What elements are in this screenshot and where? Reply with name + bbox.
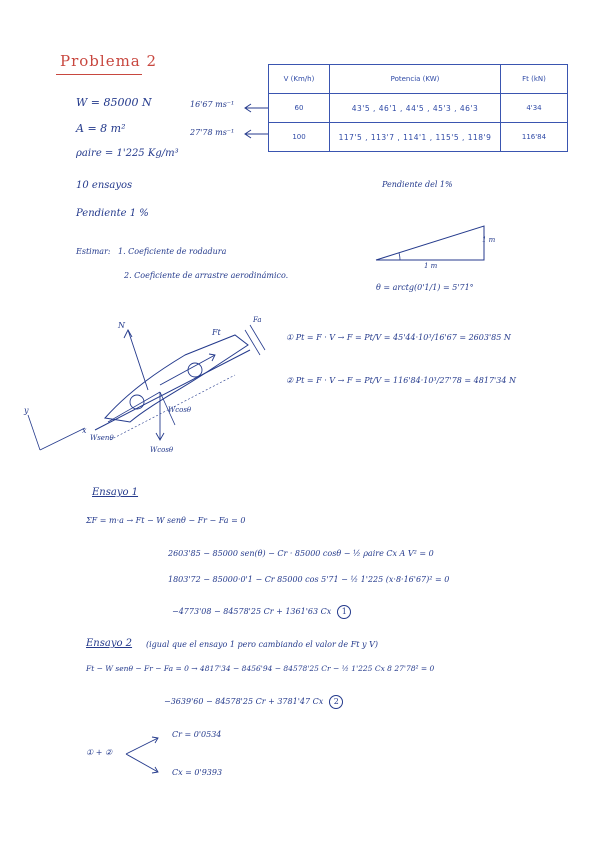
slope-angle-equation: θ = arctg(0'1/1) = 5'71° xyxy=(376,283,474,292)
estimate-item-2: 2. Coeficiente de arrastre aerodinámico. xyxy=(124,271,289,280)
cell-speed: 60 xyxy=(269,94,330,123)
svg-text:Wcosθ: Wcosθ xyxy=(150,446,174,454)
free-body-diagram xyxy=(10,300,270,460)
cell-force: 4'34 xyxy=(501,94,568,123)
ensayo-2-line-1: Ft − W senθ − Fr − Fa = 0 → 4817'34 − 8456'94 − 84578'25 Cr − ½ 1'225 Cx 8 27'78² = 0 xyxy=(86,664,435,673)
air-density-value: ρaire = 1'225 Kg/m³ xyxy=(76,148,179,159)
result-arrows xyxy=(122,730,170,780)
header-force: Ft (kN) xyxy=(501,65,568,94)
conversion-arrows xyxy=(242,100,270,140)
result-lead: ① + ② xyxy=(86,748,113,757)
speed-ms-row1: 16'67 ms⁻¹ xyxy=(190,100,235,109)
ensayo-1-result xyxy=(172,605,351,619)
header-speed: V (Km/h) xyxy=(269,65,330,94)
svg-text:Wsenθ: Wsenθ xyxy=(90,434,114,442)
ensayo-2-result-text: −3639'60 − 84578'25 Cr + 3781'47 Cx xyxy=(164,697,324,706)
tests-count: 10 ensayos xyxy=(76,180,133,191)
slope-triangle xyxy=(372,222,512,272)
estimate-item-1: 1. Coeficiente de rodadura xyxy=(118,247,227,256)
page-title: Problema 2 xyxy=(60,52,158,70)
estimate-label: Estimar: xyxy=(76,247,111,256)
slope-horizontal-label: 1 m xyxy=(424,262,438,270)
ensayo-1-line-1: 2603'85 − 85000 sen(θ) − Cr · 85000 cosθ − ½ ρaire Cx A V² = 0 xyxy=(168,549,434,558)
cell-speed: 100 xyxy=(269,123,330,152)
ensayo-2-result xyxy=(164,695,343,709)
svg-text:N: N xyxy=(118,321,125,330)
title-underline xyxy=(56,74,142,75)
result-cx: Cx = 0'9393 xyxy=(172,768,223,777)
ensayo-1-heading: Ensayo 1 xyxy=(92,487,139,498)
slope-value: Pendiente 1 % xyxy=(76,208,149,219)
area-value: A = 8 m² xyxy=(76,122,126,135)
ensayo-2-note: (igual que el ensayo 1 pero cambiando el valor de Ft y V) xyxy=(146,640,378,649)
ensayo-2-marker: 2 xyxy=(329,695,343,709)
table-row xyxy=(269,123,568,152)
svg-text:Ft: Ft xyxy=(212,328,221,337)
header-power: Potencia (KW) xyxy=(330,65,501,94)
slope-vertical-label: 1 m xyxy=(482,236,496,244)
data-table xyxy=(268,64,568,152)
cell-power: 117'5 , 113'7 , 114'1 , 115'5 , 118'9 xyxy=(330,123,501,152)
table-row xyxy=(269,94,568,123)
table-header-row xyxy=(269,65,568,94)
force-equation-2: ② Pt = F · V → F = Pt/V = 116'84·10³/27'78 = 4817'34 N xyxy=(286,376,516,385)
ensayo-1-line-2: 1803'72 − 85000·0'1 − Cr 85000 cos 5'71 − ½ 1'225 (x·8·16'67)² = 0 xyxy=(168,575,450,584)
ensayo-2-heading: Ensayo 2 xyxy=(86,638,133,649)
svg-text:y: y xyxy=(24,406,29,415)
cell-force: 116'84 xyxy=(501,123,568,152)
speed-ms-row2: 27'78 ms⁻¹ xyxy=(190,128,235,137)
cell-power: 43'5 , 46'1 , 44'5 , 45'3 , 46'3 xyxy=(330,94,501,123)
ensayo-1-result-text: −4773'08 − 84578'25 Cr + 1361'63 Cx xyxy=(172,607,332,616)
weight-value: W = 85000 N xyxy=(76,96,152,109)
result-cr: Cr = 0'0534 xyxy=(172,730,222,739)
svg-text:Fa: Fa xyxy=(253,316,262,324)
svg-text:Wcosθ: Wcosθ xyxy=(168,406,192,414)
ensayo-1-equation-of-motion: ΣF = m·a → Ft − W senθ − Fr − Fa = 0 xyxy=(86,516,246,525)
svg-text:x: x xyxy=(82,426,87,435)
slope-sketch-label: Pendiente del 1% xyxy=(382,180,453,189)
ensayo-1-marker: 1 xyxy=(337,605,351,619)
force-equation-1: ① Pt = F · V → F = Pt/V = 45'44·10³/16'67 = 2603'85 N xyxy=(286,333,511,342)
